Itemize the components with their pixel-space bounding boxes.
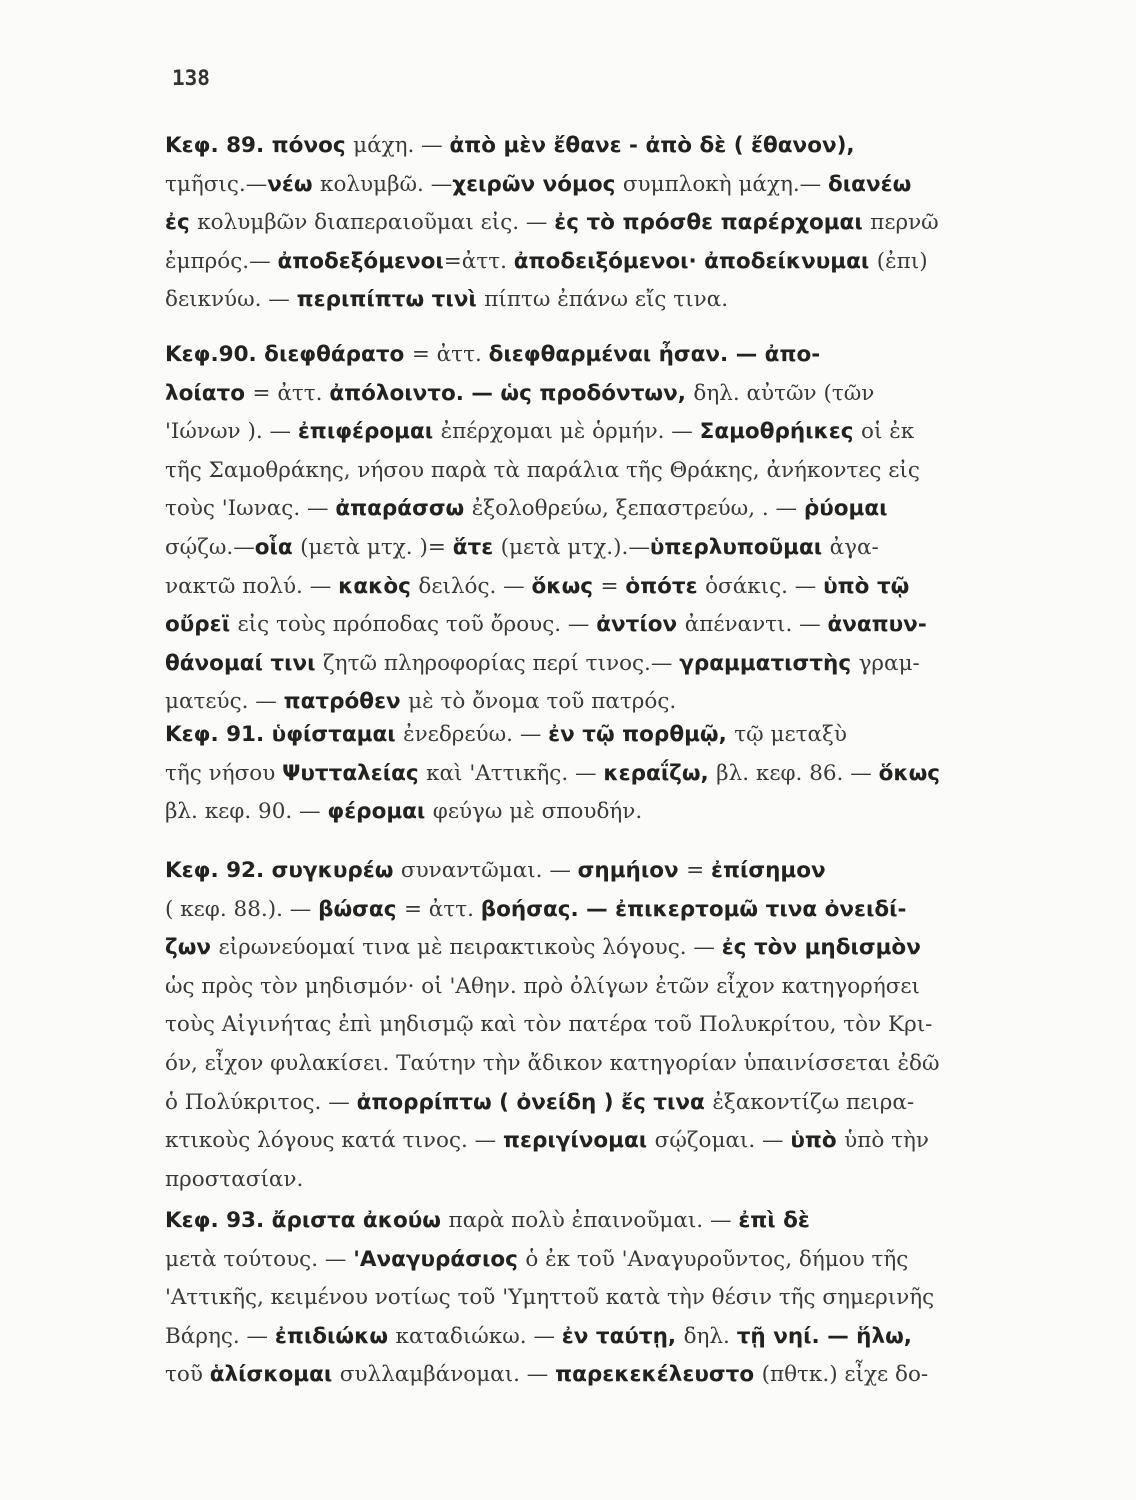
gloss-text: συναντῶμαι. — xyxy=(400,858,578,883)
gloss-text: ὁ Πολύκριτος. — xyxy=(165,1089,357,1115)
headword: διεφθαρμέναι ἦσαν. — ἀπο- xyxy=(488,342,821,367)
headword: ἐπίσημον xyxy=(711,858,826,883)
headword: γραμματιστὴς xyxy=(679,650,859,676)
headword: Σαμοθρήικες xyxy=(699,419,862,445)
gloss-text: οἱ ἐκ xyxy=(861,419,915,445)
gloss-text: τοῦ xyxy=(165,1362,210,1388)
gloss-text: ( κεφ. 88.). — xyxy=(165,896,319,922)
gloss-text: = ἀττ. xyxy=(252,380,330,406)
text-line xyxy=(165,336,1025,375)
gloss-text: μὲ τὸ ὄνομα τοῦ πατρός. xyxy=(408,689,677,715)
gloss-text: γραμ- xyxy=(858,650,920,676)
gloss-text: τμῆσις.— xyxy=(165,171,268,197)
headword: πατρόθεν xyxy=(283,689,409,715)
headword: Κεφ. 93. ἄριστα ἀκούω xyxy=(165,1208,449,1233)
headword: ὑπερλυποῦμαι xyxy=(649,534,830,560)
gloss-text: Βάρης. — xyxy=(165,1323,275,1349)
headword: Κεφ. 89. πόνος xyxy=(165,133,354,158)
text-line xyxy=(165,1045,1025,1084)
headword: ἀναπυν- xyxy=(827,612,927,638)
text-line xyxy=(165,1202,1025,1241)
gloss-text: συλλαμβάνομαι. — xyxy=(339,1362,556,1388)
text-line xyxy=(165,490,1025,529)
headword: ἐν ταύτῃ, xyxy=(561,1323,684,1349)
headword: ἀντίον xyxy=(596,612,685,638)
gloss-text: ὁ ἐκ τοῦ 'Αναγυροῦντος, δήμου τῆς xyxy=(525,1246,909,1272)
headword: ἐπὶ δὲ xyxy=(738,1208,810,1233)
headword: κακὸς xyxy=(338,573,419,599)
headword: βώσας xyxy=(318,896,404,922)
gloss-text: κολυμβῶ. — xyxy=(320,171,453,197)
gloss-text: =ἀττ. xyxy=(443,248,514,274)
gloss-text: κολυμβῶν διαπεραιοῦμαι εἰς. — xyxy=(197,210,555,236)
gloss-text: σῴζομαι. — xyxy=(654,1128,791,1154)
text-line xyxy=(165,716,1025,755)
gloss-text: όν, εἶχον φυλακίσει. Ταύτην τὴν ἄδικον κατηγορίαν ὑπαινίσσεται ἐδῶ xyxy=(165,1050,940,1076)
gloss-text: μάχη. — xyxy=(353,133,450,158)
headword: ἀποδεξόμενοι xyxy=(277,248,444,274)
gloss-text: = xyxy=(686,858,711,883)
gloss-text: ἐμπρός.— xyxy=(165,248,278,274)
headword: θάνομαί τινι xyxy=(165,650,324,676)
gloss-text: δεικνύω. — xyxy=(165,287,297,313)
headword: Κεφ. 92. συγκυρέω xyxy=(165,858,401,883)
gloss-text: καὶ 'Αττικῆς. — xyxy=(426,760,604,786)
headword: ἀπὸ μὲν ἔθανε - ἀπὸ δὲ ( ἔθανον), xyxy=(449,133,855,158)
text-line xyxy=(165,204,1025,243)
text-line xyxy=(165,166,1025,205)
gloss-text: εἰς τοὺς πρόποδας τοῦ ὄρους. — xyxy=(237,612,597,638)
headword: Ψυτταλείας xyxy=(282,760,427,786)
headword: ἐς xyxy=(165,210,198,236)
gloss-text: ἀπέναντι. — xyxy=(684,612,828,638)
headword: ἀπαράσσω xyxy=(335,496,472,522)
gloss-text: περνῶ xyxy=(870,210,939,236)
gloss-text: κτικοὺς λόγους κατά τινος. — xyxy=(165,1128,503,1154)
gloss-text: τῆς νήσου xyxy=(165,760,283,786)
gloss-text: (πθτκ.) εἶχε δο- xyxy=(761,1362,929,1388)
headword: ὅκως xyxy=(878,760,941,786)
headword: ὁπότε xyxy=(625,573,706,599)
gloss-text: (μετὰ μτχ.).— xyxy=(500,534,650,560)
text-line xyxy=(165,1356,1025,1395)
gloss-text: (μετὰ μτχ. )= xyxy=(300,534,453,560)
gloss-text: = xyxy=(600,573,626,599)
headword: ἀπορρίπτω ( ὀνείδη ) ἔς τινα xyxy=(356,1089,713,1115)
gloss-text: φεύγω μὲ σπουδήν. xyxy=(432,799,643,825)
gloss-text: σῴζω.— xyxy=(165,534,255,560)
text-line xyxy=(165,968,1025,1007)
gloss-text: ἐξολοθρεύω, ξεπαστρεύω, . — xyxy=(471,496,804,522)
headword: οὔρεϊ xyxy=(165,612,238,638)
headword: τῇ νηί. — ἥλω, xyxy=(736,1323,912,1349)
text-line xyxy=(165,793,1025,832)
gloss-text: τῆς Σαμοθράκης, νήσου παρὰ τὰ παράλια τῆς Θράκης, ἀνήκοντες εἰς xyxy=(165,457,920,483)
text-line xyxy=(165,606,1025,645)
gloss-text: τοὺς 'Ιωνας. — xyxy=(165,496,336,522)
text-line xyxy=(165,645,1025,684)
text-line xyxy=(165,127,1025,166)
headword: παρεκεκέλευστο xyxy=(555,1362,762,1388)
gloss-text: (ἐπι) xyxy=(876,248,928,274)
text-line xyxy=(165,1006,1025,1045)
gloss-text: = ἀττ. xyxy=(403,896,481,922)
text-line xyxy=(165,281,1025,320)
headword: βοήσας. — ἐπικερτομῶ τινα ὀνειδί- xyxy=(480,896,907,922)
headword: ἅτε xyxy=(452,534,501,560)
gloss-text: πίπτω ἐπάνω εἴς τινα. xyxy=(484,287,729,313)
headword: λοίατο xyxy=(165,380,253,406)
headword: Κεφ.90. διεφθάρατο xyxy=(165,342,412,367)
text-line xyxy=(165,1161,1025,1200)
headword: ῥύομαι xyxy=(803,496,888,522)
gloss-text: δηλ. xyxy=(683,1323,737,1349)
text-line xyxy=(165,413,1025,452)
gloss-text: 'Αττικῆς, κειμένου νοτίως τοῦ 'Υμηττοῦ κατὰ τὴν θέσιν τῆς σημερινῆς xyxy=(165,1285,935,1311)
text-line xyxy=(165,852,1025,891)
headword: διανέω xyxy=(828,171,912,197)
headword: Κεφ. 91. ὑφίσταμαι xyxy=(165,722,404,747)
chapter-91-paragraph xyxy=(165,716,1025,832)
headword: 'Αναγυράσιος xyxy=(353,1246,526,1272)
text-line xyxy=(165,891,1025,930)
gloss-text: ἐπέρχομαι μὲ ὁρμήν. — xyxy=(440,419,700,445)
gloss-text: καταδιώκω. — xyxy=(395,1323,562,1349)
text-line xyxy=(165,1084,1025,1123)
headword: περιγίνομαι xyxy=(503,1128,655,1154)
gloss-text: δειλός. — xyxy=(418,573,532,599)
text-line xyxy=(165,1122,1025,1161)
gloss-text: παρὰ πολὺ ἐπαινοῦμαι. — xyxy=(448,1208,739,1233)
headword: ὅκως xyxy=(531,573,601,599)
gloss-text: βλ. κεφ. 86. — xyxy=(716,760,879,786)
headword: ὑπὸ τῷ xyxy=(823,573,910,599)
gloss-text: ὑπὸ τὴν xyxy=(844,1128,929,1154)
gloss-text: ὡς πρὸς τὸν μηδισμόν· οἱ 'Αθην. πρὸ ὀλίγων ἐτῶν εἶχον κατηγορήσει xyxy=(165,973,920,999)
text-line xyxy=(165,1318,1025,1357)
text-line xyxy=(165,452,1025,491)
headword: κεραΐζω, xyxy=(603,760,717,786)
headword: σημήιον xyxy=(577,858,687,883)
gloss-text: = ἀττ. xyxy=(411,342,489,367)
chapter-93-paragraph xyxy=(165,1202,1025,1395)
chapter-90-paragraph xyxy=(165,336,1025,722)
gloss-text: 'Ιώνων ). — xyxy=(165,419,298,445)
headword: χειρῶν νόμος xyxy=(452,171,623,197)
headword: ζων xyxy=(165,935,219,961)
gloss-text: προστασίαν. xyxy=(165,1166,304,1192)
text-line xyxy=(165,568,1025,607)
headword: φέρομαι xyxy=(327,799,433,825)
gloss-text: μετὰ τούτους. — xyxy=(165,1246,354,1272)
headword: ἐς τὸ πρόσθε παρέρχομαι xyxy=(554,210,871,236)
headword: ἐπιδιώκω xyxy=(274,1323,396,1349)
gloss-text: ἐνεδρεύω. — xyxy=(403,722,549,747)
text-line xyxy=(165,243,1025,282)
text-line xyxy=(165,929,1025,968)
headword: ἀπόλοιντο. — ὡς προδόντων, xyxy=(329,380,694,406)
gloss-text: βλ. κεφ. 90. — xyxy=(165,799,328,825)
headword: νέω xyxy=(267,171,321,197)
gloss-text: νακτῶ πολύ. — xyxy=(165,573,339,599)
headword: ἀποδειξόμενοι· ἀποδείκνυμαι xyxy=(513,248,877,274)
text-line xyxy=(165,1279,1025,1318)
headword: ὑπὸ xyxy=(790,1128,845,1154)
gloss-text: συμπλοκὴ μάχη.— xyxy=(622,171,829,197)
headword: ἐπιφέρομαι xyxy=(297,419,441,445)
gloss-text: δηλ. αὐτῶν (τῶν xyxy=(693,380,875,406)
text-line xyxy=(165,755,1025,794)
text-line xyxy=(165,1241,1025,1280)
headword: οἷα xyxy=(254,534,301,560)
gloss-text: τοὺς Αἰγινήτας ἐπὶ μηδισμῷ καὶ τὸν πατέρα τοῦ Πολυκρίτου, τὸν Κρι- xyxy=(165,1012,933,1038)
text-line xyxy=(165,529,1025,568)
chapter-92-paragraph xyxy=(165,852,1025,1199)
gloss-text: ζητῶ πληροφορίας περί τινος.— xyxy=(323,650,680,676)
page-number: 138 xyxy=(172,66,210,90)
gloss-text: ἀγα- xyxy=(829,534,879,560)
headword: ἁλίσκομαι xyxy=(209,1362,340,1388)
chapter-89-paragraph xyxy=(165,127,1025,320)
headword: ἐς τὸν μηδισμὸν xyxy=(721,935,921,961)
gloss-text: εἰρωνεύομαί τινα μὲ πειρακτικοὺς λόγους. — xyxy=(218,935,722,961)
gloss-text: ματεύς. — xyxy=(165,689,284,715)
gloss-text: ἐξακοντίζω πειρα- xyxy=(712,1089,915,1115)
text-line xyxy=(165,375,1025,414)
gloss-text: τῷ μεταξὺ xyxy=(734,722,847,747)
gloss-text: ὁσάκις. — xyxy=(705,573,824,599)
headword: περιπίπτω τινὶ xyxy=(296,287,485,313)
headword: ἐν τῷ πορθμῷ, xyxy=(548,722,735,747)
